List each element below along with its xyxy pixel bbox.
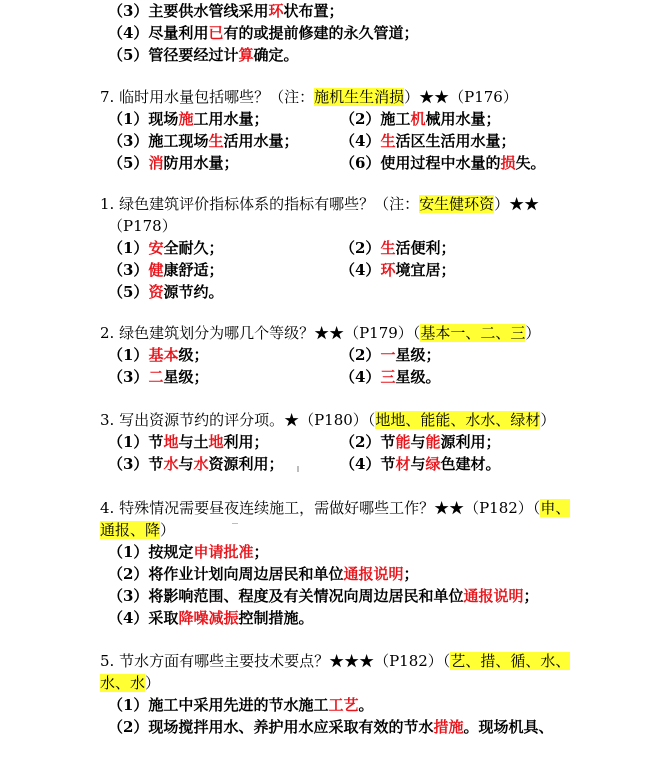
red-keyword: 生 [208, 132, 224, 150]
text-line [108, 22, 418, 44]
text-segment: 色建材。 [440, 455, 501, 473]
text-segment: （2）现场搅拌用水、养护用水应采取有效的节水 [108, 718, 434, 736]
text-segment: 资源利用； [208, 455, 284, 473]
text-segment: （4）采取 [108, 609, 179, 627]
text-segment: （4）尽量利用 [108, 24, 209, 42]
red-keyword: 水 [193, 455, 209, 473]
text-segment: （1）现场 [108, 110, 179, 128]
text-segment: 5. 节水方面有哪些主要技术要点？★★★（P182）（ [100, 652, 451, 670]
text-line [340, 152, 545, 174]
text-segment: 活便利； [395, 239, 456, 257]
text-line [108, 0, 343, 22]
red-keyword: 材 [395, 455, 411, 473]
red-keyword: 一 [380, 346, 396, 364]
text-segment: 星级。 [395, 368, 441, 386]
text-line [108, 694, 373, 716]
text-segment: 3. 写出资源节约的评分项。★（P180）（ [100, 411, 376, 429]
text-segment: （3）节 [108, 455, 164, 473]
red-keyword: 机 [410, 110, 426, 128]
text-segment: 确定。 [253, 46, 299, 64]
text-segment: 4. 特殊情况需要昼夜连续施工，需做好哪些工作？★★（P182）（ [100, 499, 541, 517]
text-segment: ） [525, 324, 541, 342]
text-segment: （2）节 [340, 433, 396, 451]
text-segment: ） [540, 411, 556, 429]
decorative-mark [297, 466, 299, 472]
text-segment: 控制措施。 [238, 609, 314, 627]
text-segment: （5） [108, 283, 149, 301]
text-segment: （2）将作业计划向周边居民和单位 [108, 565, 344, 583]
text-segment: 有的或提前修建的永久管道； [223, 24, 419, 42]
text-segment: （3） [108, 261, 149, 279]
text-line [340, 237, 455, 259]
text-line [108, 130, 298, 152]
red-keyword: 申请批准 [193, 543, 254, 561]
red-keyword: 地 [163, 433, 179, 451]
text-segment: （3）将影响范围、程度及有关情况向周边居民和单位 [108, 587, 464, 605]
text-line [100, 193, 539, 215]
text-segment: ） [145, 674, 161, 692]
text-segment: 与 [178, 455, 194, 473]
highlighted-mnemonic: 申、 [540, 499, 571, 517]
text-line [108, 453, 284, 475]
text-segment: 。现场机具、 [463, 718, 554, 736]
text-line [340, 366, 440, 388]
text-line [108, 716, 553, 738]
text-line [100, 672, 160, 694]
text-line [340, 344, 440, 366]
highlighted-mnemonic: 基本一、二、三 [420, 324, 526, 342]
text-segment: 利用； [223, 433, 269, 451]
text-segment: （1） [108, 346, 149, 364]
text-line [340, 130, 515, 152]
text-segment: （6）使用过程中水量的 [340, 154, 501, 172]
text-line [108, 152, 238, 174]
text-segment: 活用水量； [223, 132, 299, 150]
red-keyword: 降噪减振 [178, 609, 239, 627]
text-segment: ）★★ [494, 195, 540, 213]
red-keyword: 通报说明 [343, 565, 404, 583]
text-segment: ； [253, 543, 269, 561]
text-line [108, 281, 223, 303]
red-keyword: 措施 [433, 718, 464, 736]
red-keyword: 已 [208, 24, 224, 42]
text-segment: 级； [178, 346, 209, 364]
text-line [108, 44, 298, 66]
red-keyword: 绿 [425, 455, 441, 473]
text-segment: （5）管径要经过计 [108, 46, 239, 64]
highlighted-mnemonic: 水、水 [100, 674, 146, 692]
red-keyword: 健 [148, 261, 164, 279]
highlighted-mnemonic: 施机生生消损 [314, 88, 405, 106]
text-line [100, 86, 518, 108]
red-keyword: 算 [238, 46, 254, 64]
text-segment: ） [160, 521, 176, 539]
text-line [108, 563, 418, 585]
text-line [100, 322, 540, 344]
text-line [100, 497, 570, 519]
text-segment: （2） [340, 239, 381, 257]
text-line [340, 108, 500, 130]
text-segment: （3） [108, 368, 149, 386]
text-segment: 星级； [395, 346, 441, 364]
red-keyword: 生 [380, 132, 396, 150]
highlighted-mnemonic: 地地、能能、水水、绿材 [375, 411, 541, 429]
text-segment: （5） [108, 154, 149, 172]
text-segment: 防用水量； [163, 154, 239, 172]
highlighted-mnemonic: 艺、措、循、水、 [450, 652, 571, 670]
text-segment: 2. 绿色建筑划分为哪几个等级？★★（P179）（ [100, 324, 421, 342]
text-segment: （2）施工 [340, 110, 411, 128]
text-line [108, 215, 177, 237]
text-line [340, 453, 501, 475]
text-segment: （1） [108, 239, 149, 257]
red-keyword: 通报说明 [463, 587, 524, 605]
red-keyword: 能 [395, 433, 411, 451]
text-segment: ）★★（P176） [404, 88, 518, 106]
text-segment: （P178） [108, 217, 177, 235]
red-keyword: 安 [148, 239, 164, 257]
text-segment: （1）施工中采用先进的节水施工 [108, 696, 329, 714]
text-line [108, 108, 268, 130]
text-segment: 与土 [178, 433, 209, 451]
text-segment: （1）节 [108, 433, 164, 451]
red-keyword: 能 [425, 433, 441, 451]
text-segment: （3）施工现场 [108, 132, 209, 150]
text-line [108, 259, 223, 281]
text-line [108, 344, 208, 366]
text-line [108, 541, 268, 563]
red-keyword: 资 [148, 283, 164, 301]
text-segment: 源利用； [440, 433, 501, 451]
text-segment: 全耐久； [163, 239, 224, 257]
red-keyword: 环 [380, 261, 396, 279]
text-segment: 失。 [515, 154, 546, 172]
red-keyword: 施 [178, 110, 194, 128]
text-line [108, 431, 269, 453]
red-keyword: 基本 [148, 346, 179, 364]
red-keyword: 损 [500, 154, 516, 172]
text-segment: （4） [340, 261, 381, 279]
text-line [100, 650, 570, 672]
text-segment: 源节约。 [163, 283, 224, 301]
text-segment: 与 [410, 455, 426, 473]
text-segment: 1. 绿色建筑评价指标体系的指标有哪些？（注： [100, 195, 420, 213]
text-segment: 与 [410, 433, 426, 451]
red-keyword: 二 [148, 368, 164, 386]
red-keyword: 生 [380, 239, 396, 257]
text-segment: 境宜居； [395, 261, 456, 279]
highlighted-mnemonic: 安生健环资 [419, 195, 495, 213]
text-segment: 康舒适； [163, 261, 224, 279]
text-segment: 。 [358, 696, 374, 714]
text-segment: （4） [340, 368, 381, 386]
red-keyword: 地 [208, 433, 224, 451]
text-segment: （3）主要供水管线采用 [108, 2, 269, 20]
text-segment: （4） [340, 132, 381, 150]
text-line [100, 409, 555, 431]
text-line [100, 519, 175, 541]
text-line [340, 259, 455, 281]
text-segment: （2） [340, 346, 381, 364]
text-segment: ； [523, 587, 539, 605]
red-keyword: 水 [163, 455, 179, 473]
text-line [340, 431, 501, 453]
red-keyword: 消 [148, 154, 164, 172]
text-line [108, 607, 313, 629]
decorative-mark [232, 523, 238, 524]
text-segment: 工用水量； [193, 110, 269, 128]
text-line [108, 366, 208, 388]
red-keyword: 环 [268, 2, 284, 20]
red-keyword: 工艺 [328, 696, 359, 714]
text-segment: 7. 临时用水量包括哪些？（注： [100, 88, 315, 106]
text-segment: 械用水量； [425, 110, 501, 128]
text-segment: 状布置； [283, 2, 344, 20]
text-segment: 活区生活用水量； [395, 132, 516, 150]
text-segment: （4）节 [340, 455, 396, 473]
text-line [108, 237, 223, 259]
highlighted-mnemonic: 通报、降 [100, 521, 161, 539]
text-line [108, 585, 538, 607]
text-segment: （1）按规定 [108, 543, 194, 561]
text-segment: ； [403, 565, 419, 583]
red-keyword: 三 [380, 368, 396, 386]
text-segment: 星级； [163, 368, 209, 386]
